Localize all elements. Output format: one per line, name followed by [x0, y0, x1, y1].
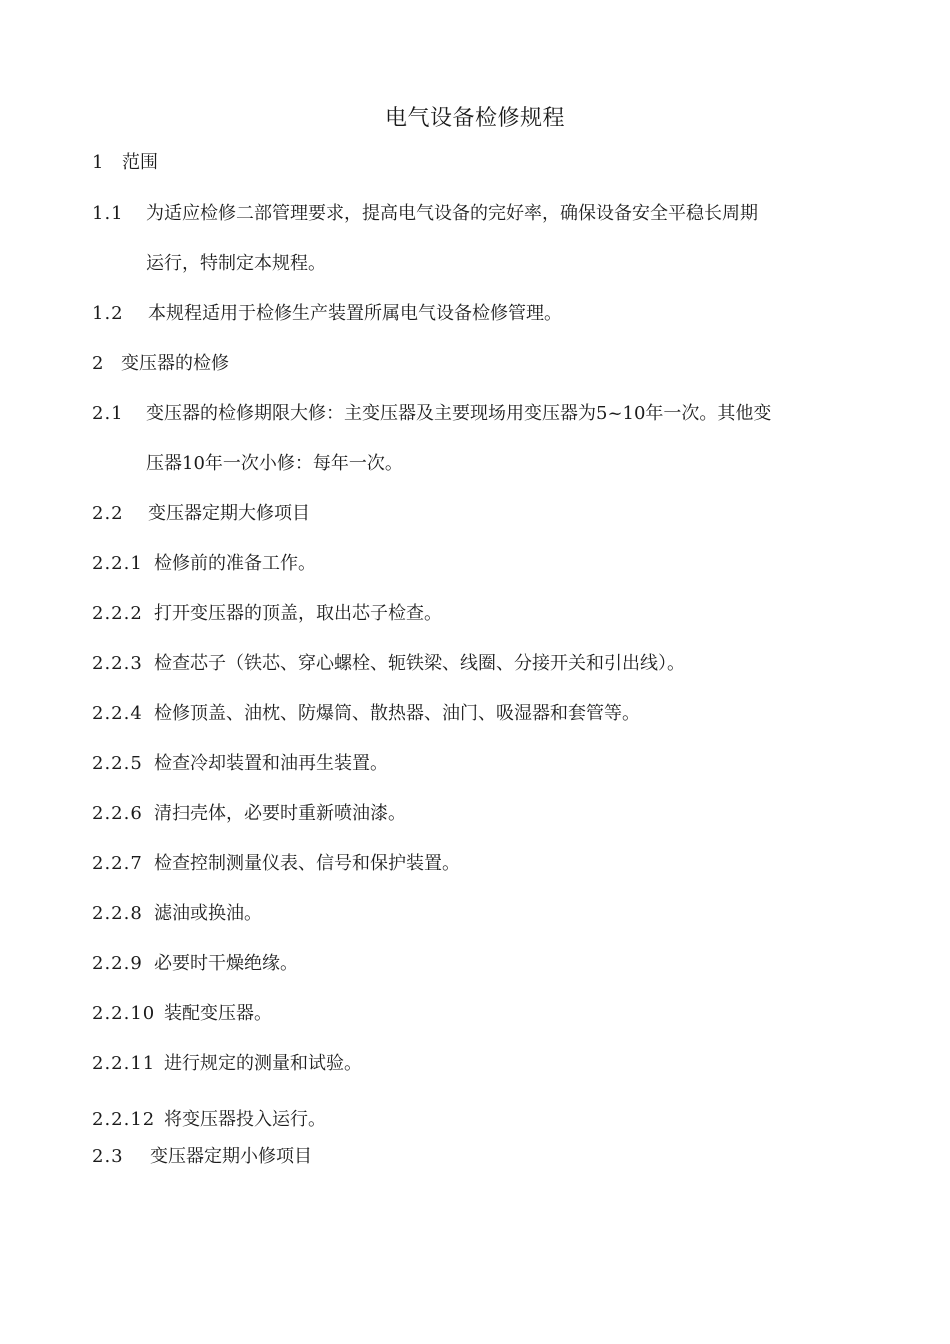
clause-2-3 — [92, 1144, 312, 1170]
clause-1-2 — [92, 301, 562, 327]
item-text: 打开变压器的顶盖，取出芯子检查。 — [154, 603, 442, 624]
clause-text: 压器10年一次小修：每年一次。 — [146, 453, 403, 474]
section-text: 范围 — [122, 152, 158, 173]
item-number: 2.2.6 — [92, 803, 143, 824]
item-2-2-6 — [92, 801, 406, 827]
section-text: 变压器的检修 — [121, 353, 229, 374]
clause-number: 2.1 — [92, 403, 124, 424]
item-number: 2.2.2 — [92, 603, 143, 624]
item-text: 检查控制测量仪表、信号和保护装置。 — [154, 853, 460, 874]
item-2-2-8 — [92, 901, 262, 927]
item-2-2-7 — [92, 851, 460, 877]
item-text: 必要时干燥绝缘。 — [154, 953, 298, 974]
item-text: 将变压器投入运行。 — [164, 1109, 326, 1130]
clause-number: 1.1 — [92, 203, 124, 224]
item-number: 2.2.9 — [92, 953, 143, 974]
clause-number: 2.2 — [92, 503, 124, 524]
clause-text: 变压器定期大修项目 — [148, 503, 310, 524]
clause-number: 2.3 — [92, 1146, 124, 1167]
section-number: 2 — [92, 353, 105, 374]
item-2-2-12 — [92, 1107, 326, 1133]
item-2-2-10 — [92, 1001, 272, 1027]
document-title: 电气设备检修规程 — [384, 106, 565, 131]
item-text: 进行规定的测量和试验。 — [164, 1053, 362, 1074]
item-2-2-5 — [92, 751, 388, 777]
item-text: 检修前的准备工作。 — [154, 553, 316, 574]
item-text: 检查冷却装置和油再生装置。 — [154, 753, 388, 774]
item-text: 清扫壳体，必要时重新喷油漆。 — [154, 803, 406, 824]
item-2-2-1 — [92, 551, 316, 577]
item-number: 2.2.5 — [92, 753, 143, 774]
clause-2-2 — [92, 501, 310, 527]
item-text: 滤油或换油。 — [154, 903, 262, 924]
clause-text: 变压器的检修期限大修：主变压器及主要现场用变压器为5~10年一次。其他变 — [146, 403, 772, 424]
section-heading-2 — [92, 351, 229, 377]
item-2-2-9 — [92, 951, 298, 977]
item-text: 检修顶盖、油枕、防爆筒、散热器、油门、吸湿器和套管等。 — [154, 703, 640, 724]
clause-text: 本规程适用于检修生产装置所属电气设备检修管理。 — [148, 303, 562, 324]
clause-text: 变压器定期小修项目 — [150, 1146, 312, 1167]
item-text: 检查芯子（铁芯、穿心螺栓、轭铁梁、线圈、分接开关和引出线）。 — [154, 653, 685, 674]
clause-text: 为适应检修二部管理要求，提高电气设备的完好率，确保设备安全平稳长周期 — [146, 203, 758, 224]
item-number: 2.2.3 — [92, 653, 143, 674]
clause-1-1-continuation — [146, 251, 326, 277]
item-text: 装配变压器。 — [164, 1003, 272, 1024]
item-number: 2.2.1 — [92, 553, 143, 574]
section-number: 1 — [92, 152, 105, 173]
item-2-2-3 — [92, 651, 685, 677]
clause-number: 1.2 — [92, 303, 124, 324]
item-2-2-2 — [92, 601, 442, 627]
clause-1-1 — [92, 201, 758, 227]
section-heading-1 — [92, 150, 158, 176]
clause-2-1-continuation — [146, 451, 403, 477]
item-number: 2.2.11 — [92, 1053, 156, 1074]
item-number: 2.2.8 — [92, 903, 143, 924]
item-number: 2.2.4 — [92, 703, 143, 724]
item-number: 2.2.7 — [92, 853, 143, 874]
clause-text: 运行，特制定本规程。 — [146, 253, 326, 274]
clause-2-1 — [92, 401, 771, 427]
item-2-2-11 — [92, 1051, 362, 1077]
item-2-2-4 — [92, 701, 640, 727]
item-number: 2.2.10 — [92, 1003, 156, 1024]
item-number: 2.2.12 — [92, 1109, 156, 1130]
